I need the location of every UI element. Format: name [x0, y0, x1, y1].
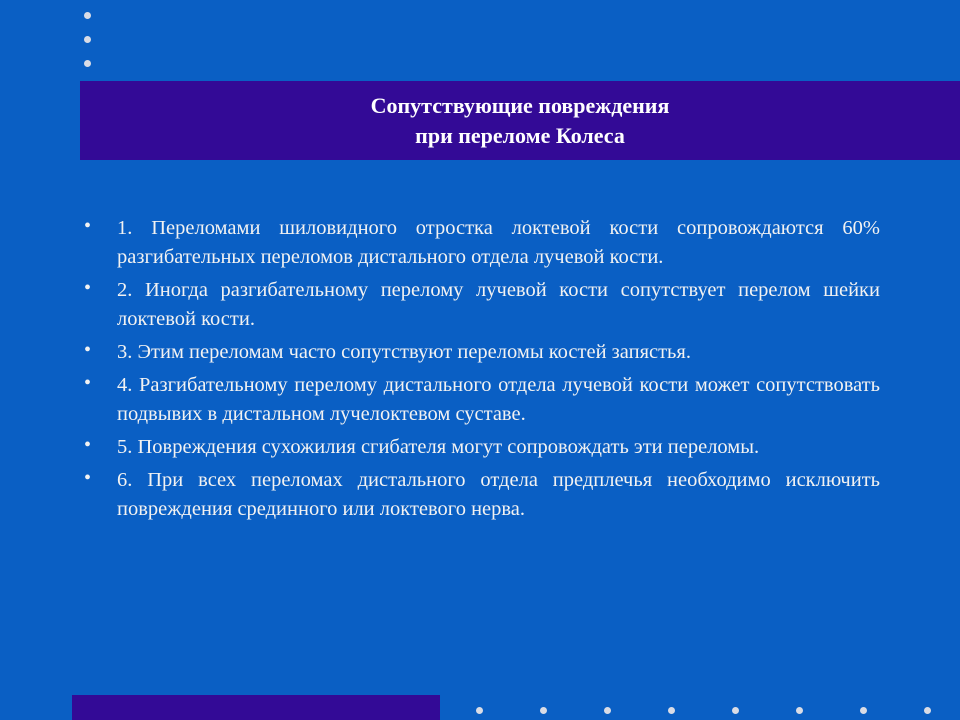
bottom-band: [72, 695, 440, 720]
bullet-marker: •: [84, 339, 92, 361]
bullet-text: 2. Иногда разгибательному перелому лучевой кости сопутствует перелом шейки локтевой кости.: [117, 279, 880, 330]
decorative-dot: [796, 707, 803, 714]
bullet-item-3: [80, 338, 880, 367]
slide-title: [230, 91, 810, 151]
bullet-marker: •: [84, 215, 92, 237]
bullet-text: 3. Этим переломам часто сопутствуют переломы костей запястья.: [117, 341, 691, 363]
decorative-dot: [84, 60, 91, 67]
bullet-list: [80, 214, 880, 528]
bullet-item-4: [80, 371, 880, 429]
bullet-marker: •: [84, 467, 92, 489]
bullet-item-6: [80, 466, 880, 524]
bullet-text: 4. Разгибательному перелому дистального отдела лучевой кости может сопутствовать подвывих в дистальном лучелоктевом суставе.: [117, 374, 880, 425]
bullet-item-5: [80, 433, 880, 462]
title-band: [80, 81, 960, 160]
bullet-item-1: [80, 214, 880, 272]
bullet-marker: •: [84, 434, 92, 456]
decorative-dots-bottom: [476, 707, 946, 717]
slide-title-line-2: при переломе Колеса: [415, 122, 625, 148]
slide-title-line-1: Сопутствующие повреждения: [370, 92, 670, 118]
decorative-dot: [540, 707, 547, 714]
decorative-dot: [668, 707, 675, 714]
decorative-dot: [732, 707, 739, 714]
decorative-dot: [604, 707, 611, 714]
decorative-dot: [84, 12, 91, 19]
bullet-text: 5. Повреждения сухожилия сгибателя могут сопровождать эти переломы.: [117, 436, 760, 458]
decorative-dot: [476, 707, 483, 714]
bullet-item-2: [80, 276, 880, 334]
decorative-dot: [924, 707, 931, 714]
bullet-text: 1. Переломами шиловидного отростка локтевой кости сопровождаются 60% разгибательных переломов дистального отдела лучевой кости.: [117, 217, 880, 268]
bullet-marker: •: [84, 372, 92, 394]
bullet-marker: •: [84, 277, 92, 299]
decorative-dot: [84, 36, 91, 43]
decorative-dots-top: [84, 12, 94, 72]
decorative-dot: [860, 707, 867, 714]
bullet-text: 6. При всех переломах дистального отдела предплечья необходимо исключить повреждения срединного или локтевого нерва.: [117, 469, 880, 520]
